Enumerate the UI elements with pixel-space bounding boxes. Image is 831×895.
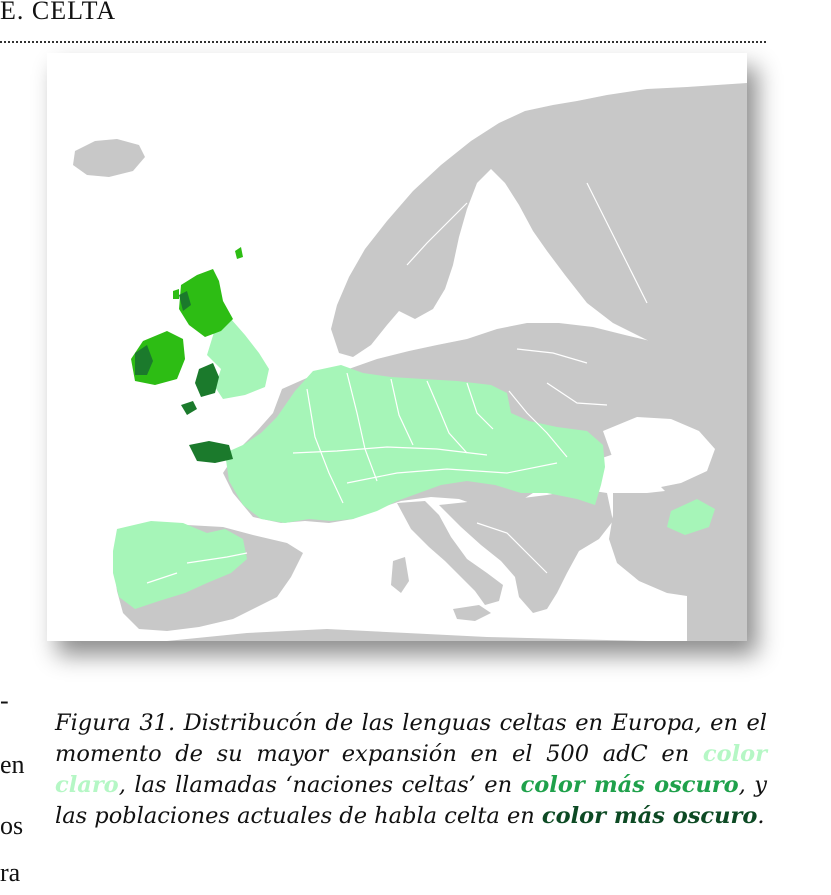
map-figure [47,53,747,641]
caption-text: , las llamadas ‘naciones celtas’ en [118,772,521,798]
dotted-rule [0,41,766,43]
section-title: E. CELTA [0,0,117,25]
margin-fragment: os [0,811,24,840]
caption-highlight-light: color claro [55,741,767,798]
europe-map [47,53,747,641]
caption-highlight-dark: color más oscuro [541,803,758,829]
caption-highlight-mid: color más oscuro [520,772,739,798]
caption-text: , y las poblaciones actuales de habla celta en [55,772,768,829]
figure-caption [55,708,767,832]
margin-fragment: ra [0,858,21,887]
margin-fragment: en [0,750,25,779]
caption-text: Figura 31. Distribucón de las lenguas celtas en Europa, en el momento de su mayor expansión en el 500 adC en [55,710,767,767]
caption-text: . [757,803,765,829]
margin-fragment: - [0,686,9,715]
